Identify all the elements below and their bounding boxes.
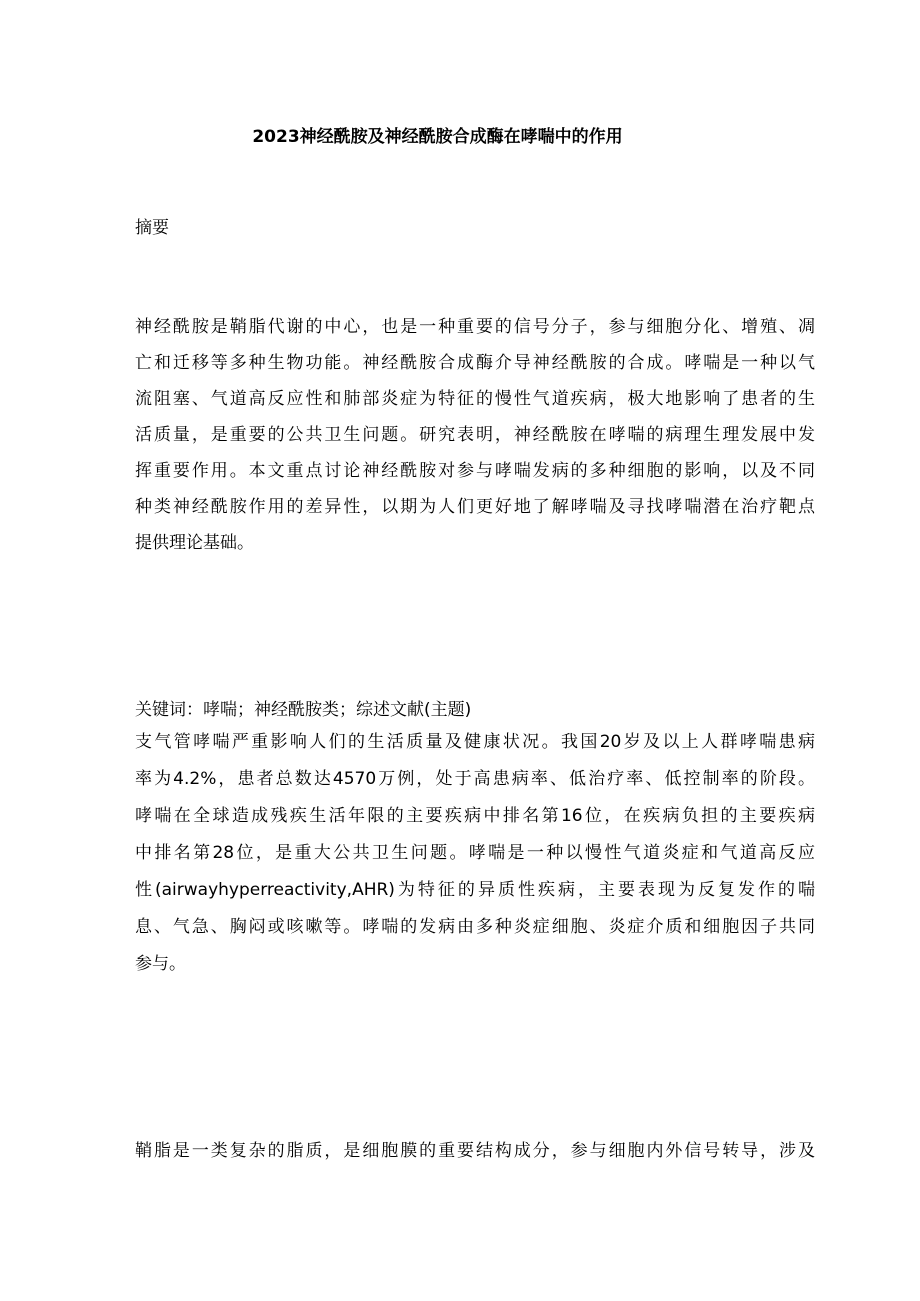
abstract-line: 活质量，是重要的公共卫生问题。研究表明，神经酰胺在哮喘的病理生理发展中发 [135, 425, 815, 445]
abstract-line: 种类神经酰胺作用的差异性，以期为人们更好地了解哮喘及寻找哮喘潜在治疗靶点 [135, 497, 815, 517]
body-line: 支气管哮喘严重影响人们的生活质量及健康状况。我国20岁及以上人群哮喘患病 [135, 732, 815, 752]
body-line: 中排名第28位，是重大公共卫生问题。哮喘是一种以慢性气道炎症和气道高反应 [135, 843, 815, 863]
body-line: 率为4.2%，患者总数达4570万例，处于高患病率、低治疗率、低控制率的阶段。 [135, 769, 815, 789]
keywords-line [135, 692, 815, 728]
abstract-line: 流阻塞、气道高反应性和肺部炎症为特征的慢性气道疾病，极大地影响了患者的生 [135, 389, 815, 409]
body-line: 息、气急、胸闷或咳嗽等。哮喘的发病由多种炎症细胞、炎症介质和细胞因子共同 [135, 917, 815, 937]
document-title: 2023神经酰胺及神经酰胺合成酶在哮喘中的作用 [252, 127, 623, 147]
body-line: 鞘脂是一类复杂的脂质，是细胞膜的重要结构成分，参与细胞内外信号转导，涉及 [135, 1141, 815, 1161]
body-line: 哮喘在全球造成残疾生活年限的主要疾病中排名第16位，在疾病负担的主要疾病 [135, 806, 815, 826]
body-line: 参与。 [135, 954, 186, 974]
abstract-line: 提供理论基础。 [135, 533, 254, 553]
keywords-text: 关键词：哮喘；神经酰胺类；综述文献(主题) [135, 700, 472, 720]
body-paragraph-2 [135, 1133, 815, 1169]
abstract-line: 亡和迁移等多种生物功能。神经酰胺合成酶介导神经酰胺的合成。哮喘是一种以气 [135, 353, 815, 373]
body-paragraph-1 [135, 724, 815, 983]
abstract-paragraph [135, 309, 815, 561]
body-line: 性(airwayhyperreactivity,AHR)为特征的异质性疾病，主要表现为反复发作的喘 [135, 880, 815, 900]
abstract-line: 神经酰胺是鞘脂代谢的中心，也是一种重要的信号分子，参与细胞分化、增殖、凋 [135, 317, 815, 337]
abstract-line: 挥重要作用。本文重点讨论神经酰胺对参与哮喘发病的多种细胞的影响，以及不同 [135, 461, 815, 481]
abstract-heading: 摘要 [135, 218, 169, 238]
